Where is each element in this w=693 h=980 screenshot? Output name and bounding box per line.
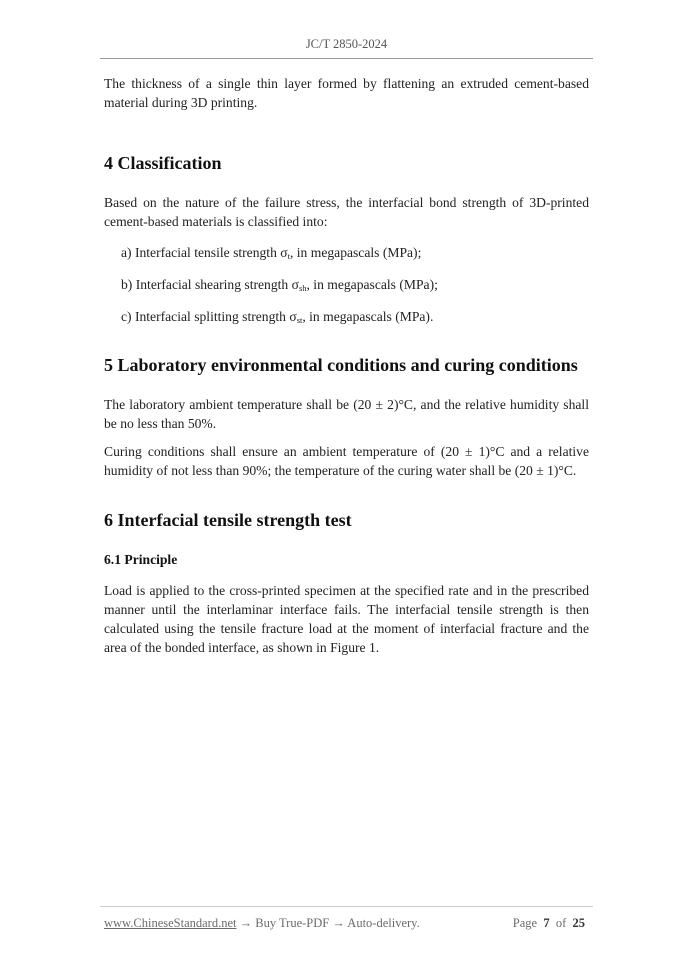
section-4-paragraph: Based on the nature of the failure stress, the interfacial bond strength of 3D-printed cement-based materials is classified into: xyxy=(104,195,589,229)
section-5-paragraph-2: Curing conditions shall ensure an ambient temperature of (20 ± 1)°C and a relative humidity of not less than 90%; the temperature of the curing water shall be (20 ± 1)°C. xyxy=(104,444,589,478)
footer-divider xyxy=(100,906,593,907)
section-5-heading: 5 Laboratory environmental conditions and curing conditions xyxy=(104,355,578,375)
section-5-paragraph-1: The laboratory ambient temperature shall be (20 ± 2)°C, and the relative humidity shall be no less than 50%. xyxy=(104,397,589,431)
footer-promo-text: → Buy True-PDF → Auto-delivery. xyxy=(236,916,420,930)
classification-item-a: a) Interfacial tensile strength $\sigma_t$, in megapascals (MPa); xyxy=(121,245,422,261)
site-link[interactable]: www.ChineseStandard.net xyxy=(104,916,237,930)
current-page-number: 7 xyxy=(543,916,550,930)
total-pages-number: 25 xyxy=(572,916,585,930)
page-counter: Page 7 of 25 xyxy=(512,916,585,930)
page-content xyxy=(104,74,589,657)
header-divider xyxy=(100,58,593,59)
document-id-header: JC/T 2850-2024 xyxy=(305,37,388,51)
section-4-heading: 4 Classification xyxy=(104,153,222,173)
subsection-6-1-heading: 6.1 Principle xyxy=(104,552,178,567)
section-6-heading: 6 Interfacial tensile strength test xyxy=(104,510,352,530)
classification-item-b: b) Interfacial shearing strength $\sigma_{sh}$, in megapascals (MPa); xyxy=(121,277,438,293)
classification-item-c: c) Interfacial splitting strength $\sigma_{st}$, in megapascals (MPa). xyxy=(121,309,434,325)
subsection-6-1-paragraph: Load is applied to the cross-printed specimen at the specified rate and in the prescribed manner until the interlaminar interface fails. The interfacial tensile strength is then calculated using the tensile fracture load at the moment of interfacial fracture and the area of the bonded interface, as shown in Figure 1. xyxy=(104,583,589,655)
intro-paragraph: The thickness of a single thin layer formed by flattening an extruded cement-based material during 3D printing. xyxy=(104,76,589,110)
footer-promo xyxy=(104,916,420,931)
